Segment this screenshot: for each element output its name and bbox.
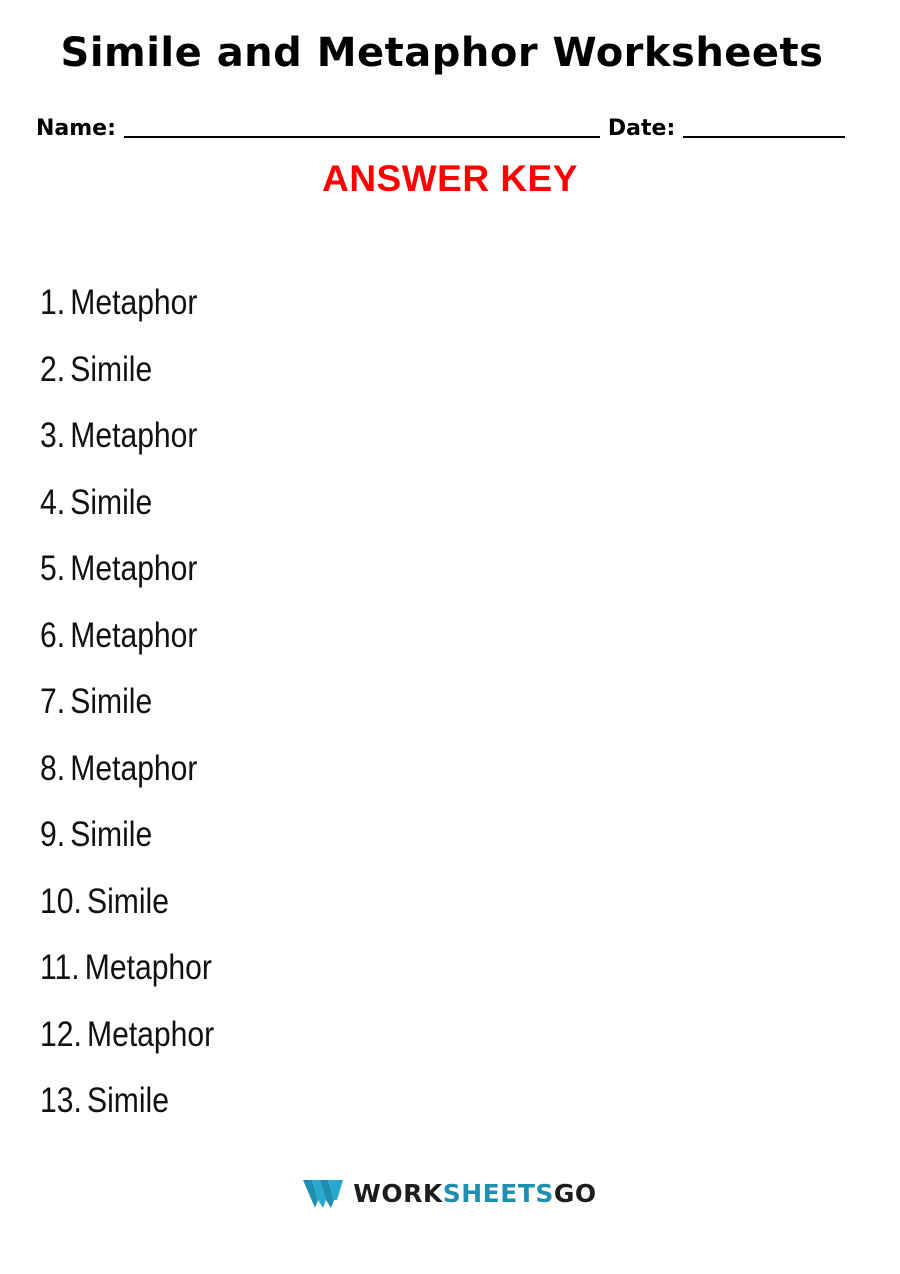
answer-number: 7. bbox=[40, 682, 66, 722]
answer-text: Metaphor bbox=[70, 549, 198, 589]
name-label: Name: bbox=[36, 116, 116, 141]
answer-number: 11. bbox=[40, 948, 80, 988]
answer-number: 6. bbox=[40, 615, 66, 655]
answer-text: Metaphor bbox=[70, 748, 198, 788]
answer-item bbox=[40, 869, 214, 936]
answer-number: 5. bbox=[40, 549, 66, 589]
answer-text: Metaphor bbox=[70, 416, 198, 456]
answer-number: 10. bbox=[40, 881, 82, 921]
answer-text: Simile bbox=[70, 682, 153, 722]
answer-item bbox=[40, 1002, 214, 1069]
answer-number: 12. bbox=[40, 1014, 82, 1054]
answer-item bbox=[40, 736, 214, 803]
answer-text: Simile bbox=[70, 349, 153, 389]
answer-number: 1. bbox=[40, 283, 66, 323]
answer-item bbox=[40, 403, 214, 470]
page-title: Simile and Metaphor Worksheets bbox=[60, 30, 824, 76]
answer-text: Simile bbox=[87, 881, 169, 921]
worksheetsgo-logo-icon bbox=[303, 1178, 343, 1210]
answer-item bbox=[40, 536, 214, 603]
answer-text: Metaphor bbox=[70, 283, 198, 323]
brand-part-go: GO bbox=[553, 1179, 597, 1208]
answer-number: 2. bbox=[40, 349, 66, 389]
answers-list bbox=[40, 270, 243, 1135]
date-label: Date: bbox=[607, 116, 676, 141]
answer-text: Metaphor bbox=[87, 1014, 215, 1054]
answer-item bbox=[40, 802, 214, 869]
answer-item bbox=[40, 1068, 214, 1135]
answer-text: Simile bbox=[70, 815, 153, 855]
name-date-row bbox=[36, 108, 866, 142]
brand-wordmark bbox=[353, 1178, 596, 1210]
date-blank-line bbox=[683, 136, 845, 138]
brand-part-sheets: SHEETS bbox=[442, 1179, 554, 1208]
answer-item bbox=[40, 270, 214, 337]
answer-item bbox=[40, 337, 214, 404]
answer-item bbox=[40, 669, 214, 736]
answer-number: 13. bbox=[40, 1081, 82, 1121]
answer-text: Metaphor bbox=[84, 948, 212, 988]
answer-item bbox=[40, 935, 214, 1002]
answer-text: Simile bbox=[70, 482, 153, 522]
answer-text: Metaphor bbox=[70, 615, 198, 655]
footer-brand bbox=[0, 1178, 900, 1210]
answer-number: 3. bbox=[40, 416, 66, 456]
answer-key-heading: ANSWER KEY bbox=[322, 158, 578, 199]
answer-number: 9. bbox=[40, 815, 66, 855]
answer-item bbox=[40, 470, 214, 537]
answer-item bbox=[40, 603, 214, 670]
brand-part-work: WORK bbox=[353, 1179, 443, 1208]
name-blank-line bbox=[124, 136, 600, 138]
answer-number: 4. bbox=[40, 482, 66, 522]
answer-number: 8. bbox=[40, 748, 66, 788]
answer-text: Simile bbox=[87, 1081, 169, 1121]
